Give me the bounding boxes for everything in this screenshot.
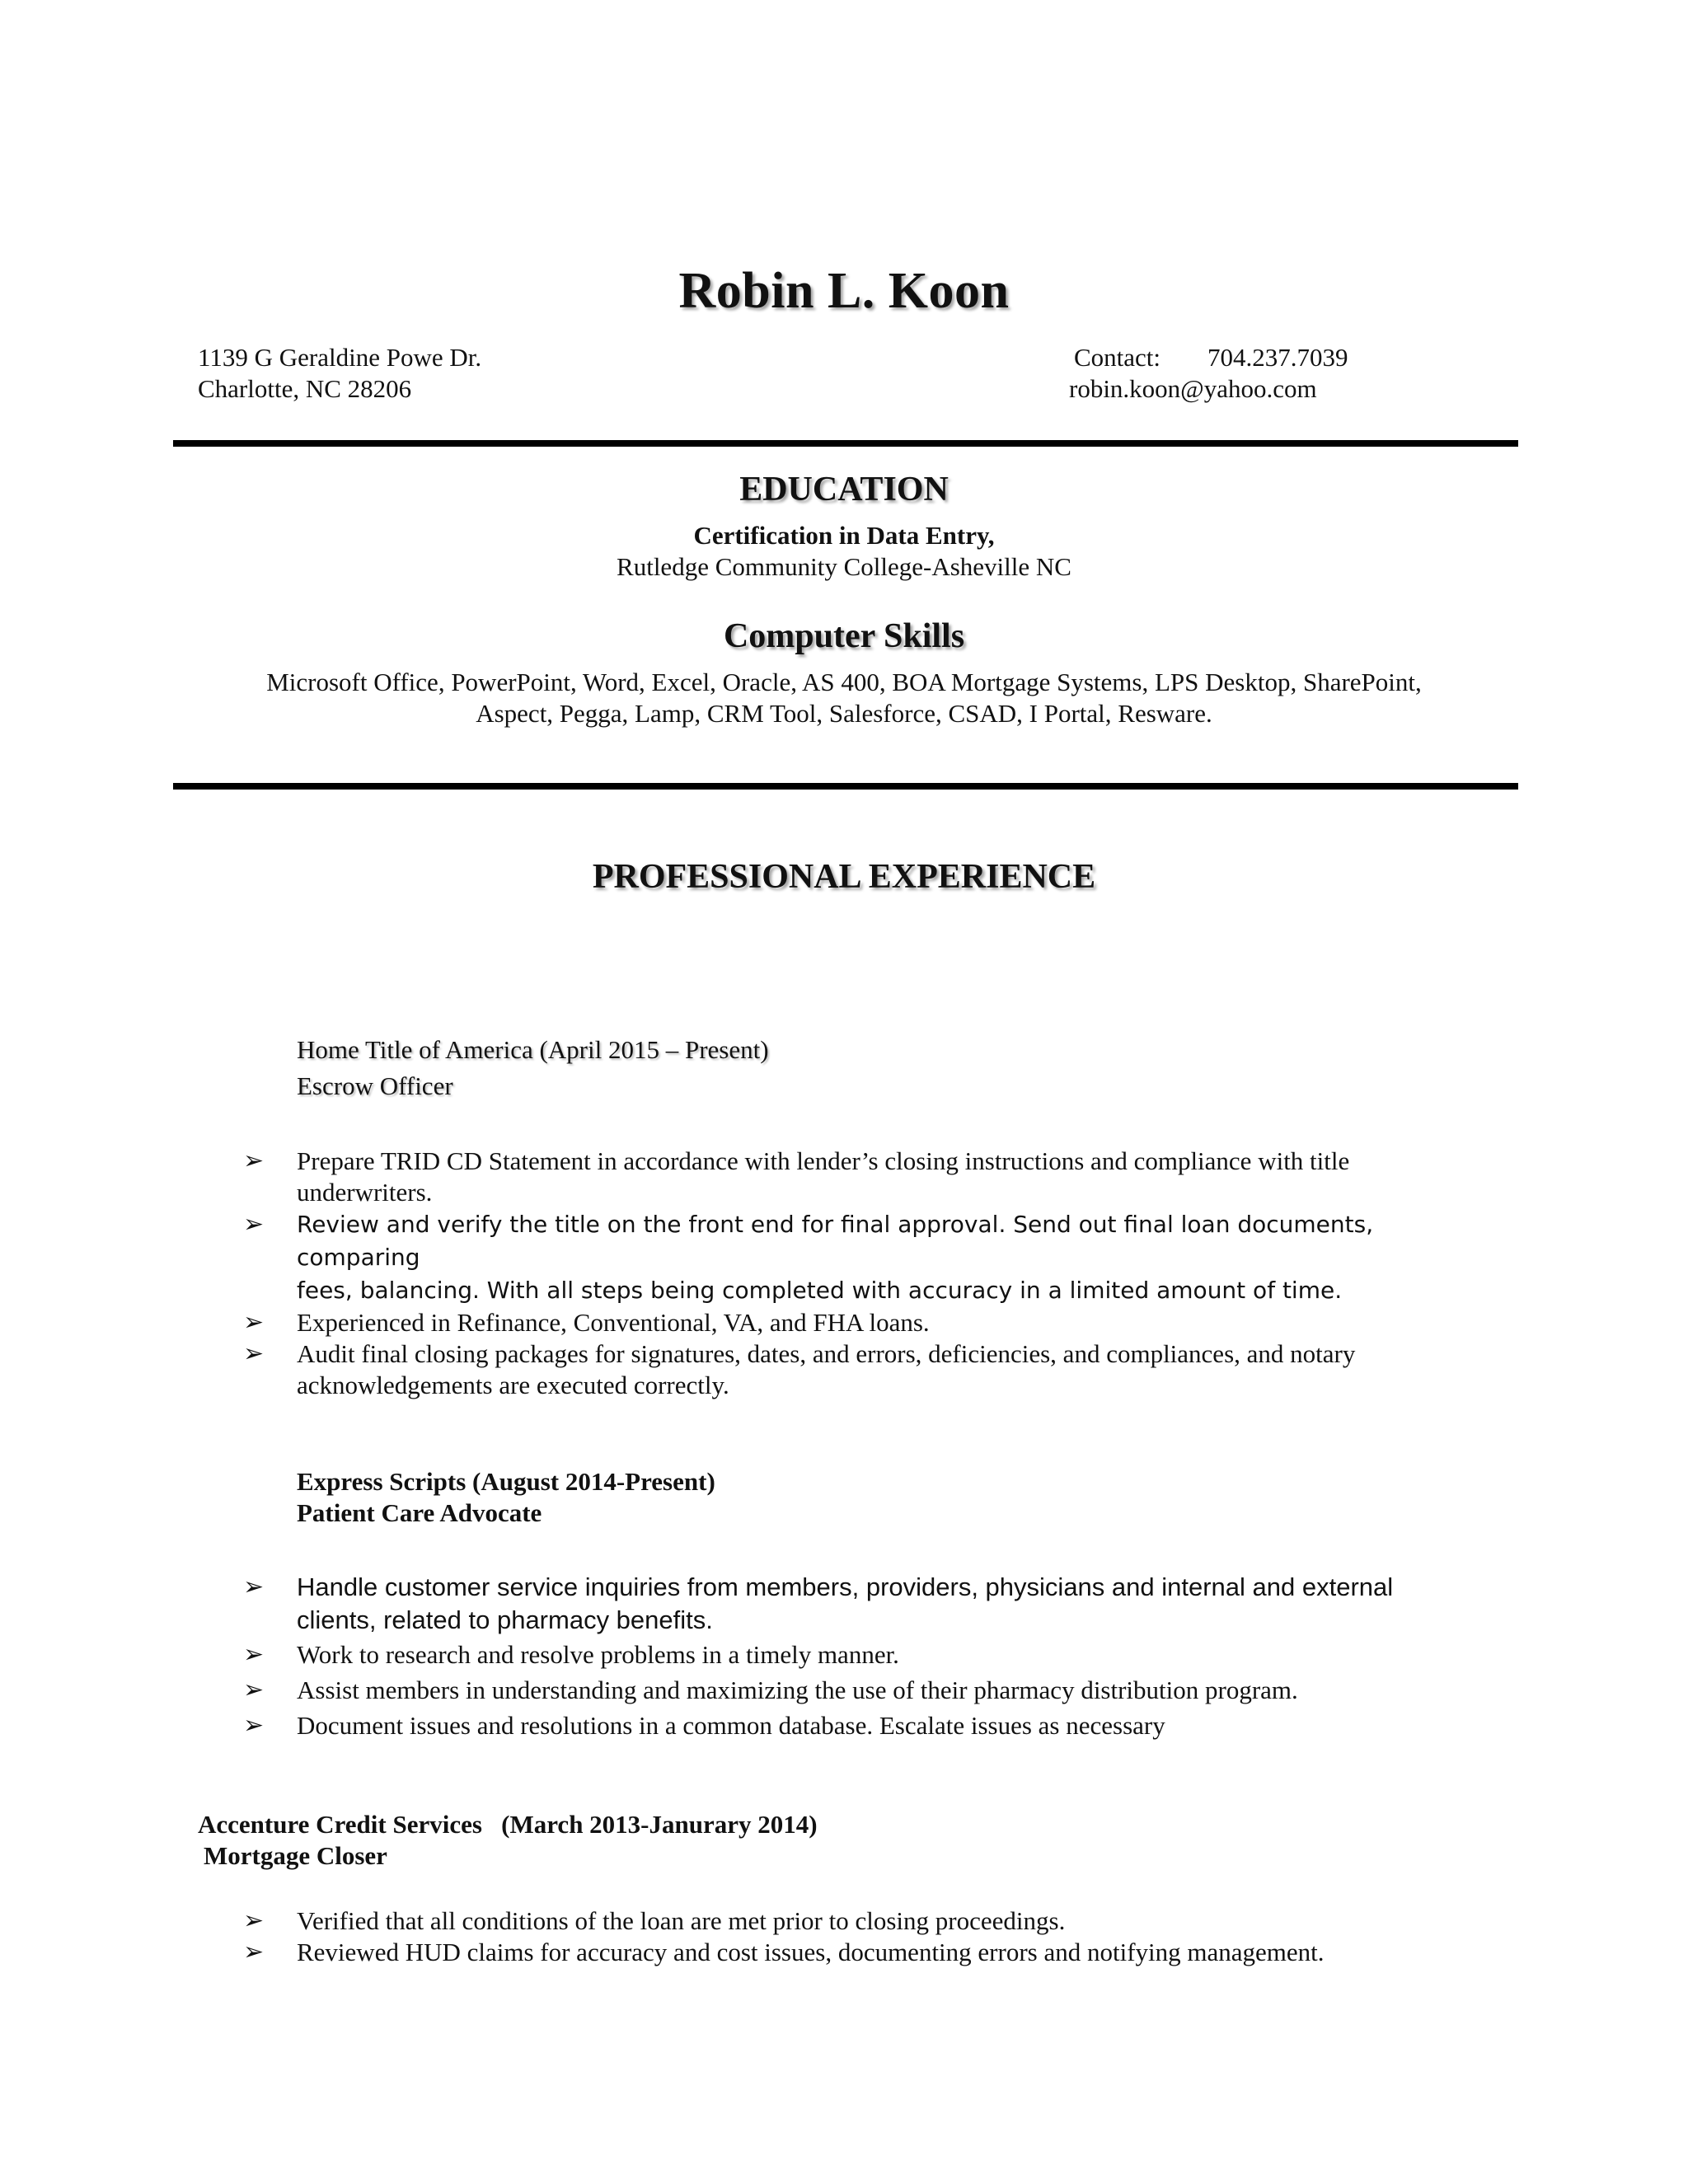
- skills-divider: [173, 783, 1518, 790]
- job-2-company: Express Scripts (August 2014-Present): [297, 1467, 715, 1496]
- email-address: robin.koon@yahoo.com: [1069, 374, 1317, 403]
- arrow-bullet-icon: ➢: [243, 1675, 265, 1704]
- list-item: ➢ Document issues and resolutions in a common database. Escalate issues as necessary: [297, 1708, 1517, 1743]
- address-line-1: 1139 G Geraldine Powe Dr.: [198, 343, 482, 372]
- skills-title: Computer Skills: [723, 617, 965, 655]
- contact-label: Contact:: [1074, 343, 1161, 372]
- education-school: Rutledge Community College-Asheville NC: [617, 552, 1071, 581]
- job-1-role: Escrow Officer: [297, 1071, 453, 1100]
- list-item: ➢ Reviewed HUD claims for accuracy and cost issues, documenting errors and notifying management.: [243, 1938, 1325, 1966]
- list-item: ➢ Prepare TRID CD Statement in accordance with lender’s closing instructions and compliance with title: [243, 1146, 1350, 1175]
- arrow-bullet-icon: ➢: [243, 1146, 265, 1175]
- candidate-name: Robin L. Koon: [678, 263, 1010, 319]
- skills-line-2: Aspect, Pegga, Lamp, CRM Tool, Salesforce, CSAD, I Portal, Resware.: [476, 699, 1212, 728]
- job-1-company: Home Title of America (April 2015 – Present): [297, 1035, 769, 1064]
- arrow-bullet-icon: ➢: [243, 1572, 265, 1601]
- job-2-bullets: [243, 1571, 1517, 1743]
- experience-title: PROFESSIONAL EXPERIENCE: [592, 858, 1096, 896]
- job-3-role: Mortgage Closer: [204, 1841, 387, 1870]
- arrow-bullet-icon: ➢: [243, 1308, 265, 1337]
- arrow-bullet-icon: ➢: [243, 1906, 265, 1935]
- list-item: ➢ Work to research and resolve problems in a timely manner.: [297, 1637, 1517, 1672]
- job-2-role: Patient Care Advocate: [297, 1498, 542, 1527]
- list-item: clients, related to pharmacy benefits.: [297, 1605, 713, 1634]
- list-item: ➢ Handle customer service inquiries from members, providers, physicians and internal and external: [297, 1571, 1517, 1604]
- education-degree: Certification in Data Entry,: [693, 521, 995, 550]
- arrow-bullet-icon: ➢: [243, 1210, 265, 1239]
- job-1-bullets: [243, 1146, 1500, 1401]
- header-divider: [173, 440, 1518, 447]
- arrow-bullet-icon: ➢: [243, 1640, 265, 1669]
- phone-number: 704.237.7039: [1207, 343, 1348, 372]
- list-item: underwriters.: [297, 1178, 433, 1207]
- list-item: acknowledgements are executed correctly.: [297, 1371, 729, 1399]
- list-item: fees, balancing. With all steps being completed with accuracy in a limited amount of time.: [297, 1277, 1343, 1304]
- arrow-bullet-icon: ➢: [243, 1938, 265, 1966]
- job-3-bullets: [243, 1905, 1500, 1968]
- arrow-bullet-icon: ➢: [243, 1711, 265, 1740]
- list-item: ➢ Review and verify the title on the front end for final approval. Send out final loan documents, comparing: [243, 1210, 1374, 1271]
- arrow-bullet-icon: ➢: [243, 1339, 265, 1368]
- education-title: EDUCATION: [739, 471, 949, 509]
- job-3-company: Accenture Credit Services (March 2013-Janurary 2014): [198, 1810, 818, 1839]
- list-item: ➢ Assist members in understanding and maximizing the use of their pharmacy distribution program.: [297, 1672, 1517, 1708]
- list-item: ➢ Verified that all conditions of the loan are met prior to closing proceedings.: [243, 1906, 1066, 1935]
- list-item: ➢ Experienced in Refinance, Conventional, VA, and FHA loans.: [243, 1308, 930, 1337]
- address-line-2: Charlotte, NC 28206: [198, 374, 412, 403]
- list-item: ➢ Audit final closing packages for signatures, dates, and errors, deficiencies, and compliances, and notary: [243, 1339, 1356, 1368]
- skills-line-1: Microsoft Office, PowerPoint, Word, Excel, Oracle, AS 400, BOA Mortgage Systems, LPS Desktop, SharePoint,: [266, 668, 1422, 696]
